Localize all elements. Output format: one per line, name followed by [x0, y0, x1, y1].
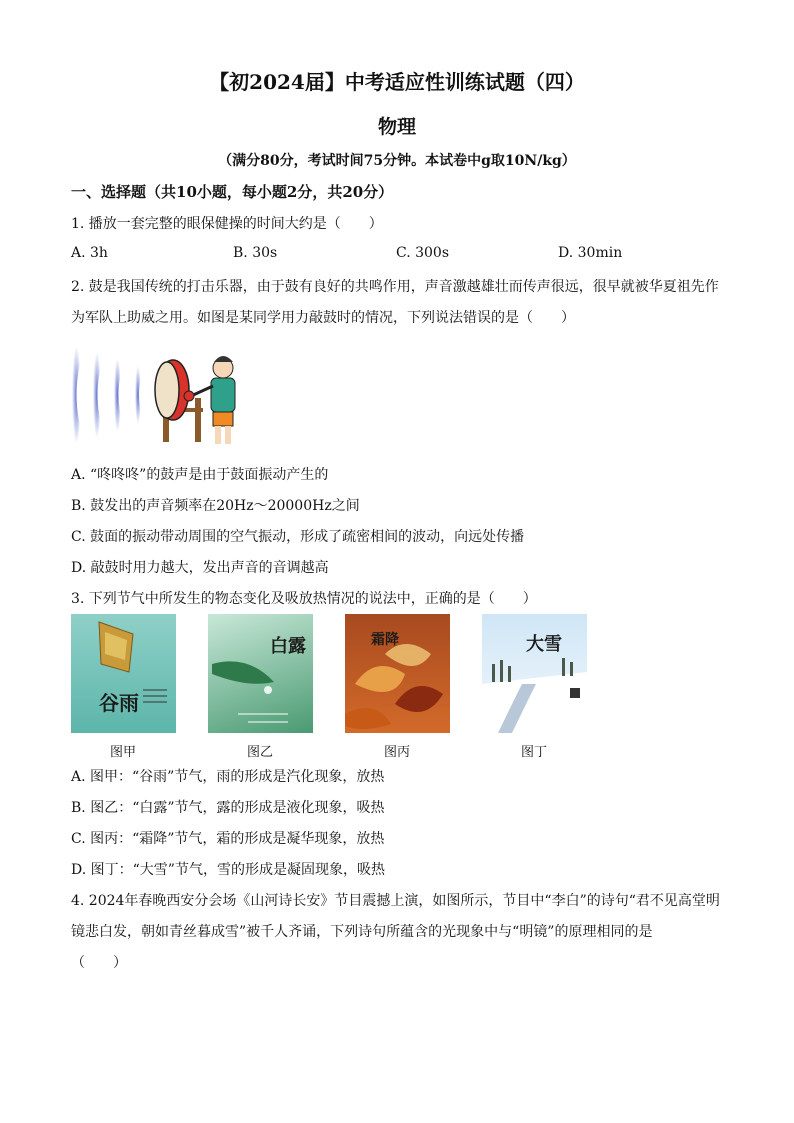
q1-option-b: B. 30s	[233, 245, 278, 261]
drum-illustration	[71, 338, 243, 450]
solar-term-image-bailu	[208, 614, 313, 733]
q4-stem-line1: 4. 2024年春晚西安分会场《山河诗长安》节目震撼上演，如图所示，节目中“李白”的诗句“君不见高堂明	[71, 893, 720, 909]
solar-term-image-shuangjiang	[345, 614, 450, 733]
q1-stem: 1. 播放一套完整的眼保健操的时间大约是（ ）	[71, 216, 383, 232]
bailu-art-text: 白露	[270, 636, 306, 657]
q3-stem: 3. 下列节气中所发生的物态变化及吸放热情况的说法中，正确的是（ ）	[71, 591, 537, 607]
q2-option-c: C. 鼓面的振动带动周围的空气振动，形成了疏密相间的波动，向远处传播	[71, 529, 525, 545]
caption-jia: 图甲	[109, 745, 136, 760]
solar-term-image-daxue	[482, 614, 587, 733]
exam-note: （满分80分，考试时间75分钟。本试卷中g取10N/kg）	[218, 153, 576, 169]
q1-option-a: A. 3h	[71, 245, 108, 261]
q2-stem-line2: 为军队上助威之用。如图是某同学用力敲鼓时的情况，下列说法错误的是（ ）	[71, 310, 575, 326]
q3-option-c: C. 图丙：“霜降”节气，霜的形成是凝华现象，放热	[71, 831, 385, 847]
solar-term-image-guyu	[71, 614, 176, 733]
q3-option-d: D. 图丁：“大雪”节气，雪的形成是凝固现象，吸热	[71, 862, 385, 878]
q2-option-b: B. 鼓发出的声音频率在20Hz～20000Hz之间	[71, 498, 360, 514]
q2-option-a: A. “咚咚咚”的鼓声是由于鼓面振动产生的	[71, 467, 329, 483]
shuangjiang-art-text: 霜降	[371, 632, 399, 648]
section-heading: 一、选择题（共10小题，每小题2分，共20分）	[71, 183, 394, 201]
q4-stem-line3: （ ）	[71, 955, 127, 971]
q4-stem-line2: 镜悲白发，朝如青丝暮成雪”被千人齐诵，下列诗句所蕴含的光现象中与“明镜”的原理相同的是	[71, 924, 653, 940]
caption-bing: 图丙	[383, 745, 410, 760]
guyu-art-text: 谷雨	[99, 691, 139, 715]
q3-option-a: A. 图甲：“谷雨”节气，雨的形成是汽化现象，放热	[71, 769, 385, 785]
q2-stem-line1: 2. 鼓是我国传统的打击乐器，由于鼓有良好的共鸣作用，声音激越雄壮而传声很远，很早就被华夏祖先作	[71, 279, 719, 295]
q1-option-c: C. 300s	[396, 245, 450, 261]
q2-option-d: D. 敲鼓时用力越大，发出声音的音调越高	[71, 560, 329, 576]
exam-title: 【初2024届】中考适应性训练试题（四）	[209, 70, 585, 94]
q1-option-d: D. 30min	[558, 245, 623, 261]
subject-title: 物理	[377, 116, 416, 138]
q3-option-b: B. 图乙：“白露”节气，露的形成是液化现象，吸热	[71, 800, 385, 816]
daxue-art-text: 大雪	[526, 634, 562, 655]
caption-ding: 图丁	[520, 745, 547, 760]
caption-yi: 图乙	[246, 745, 273, 760]
